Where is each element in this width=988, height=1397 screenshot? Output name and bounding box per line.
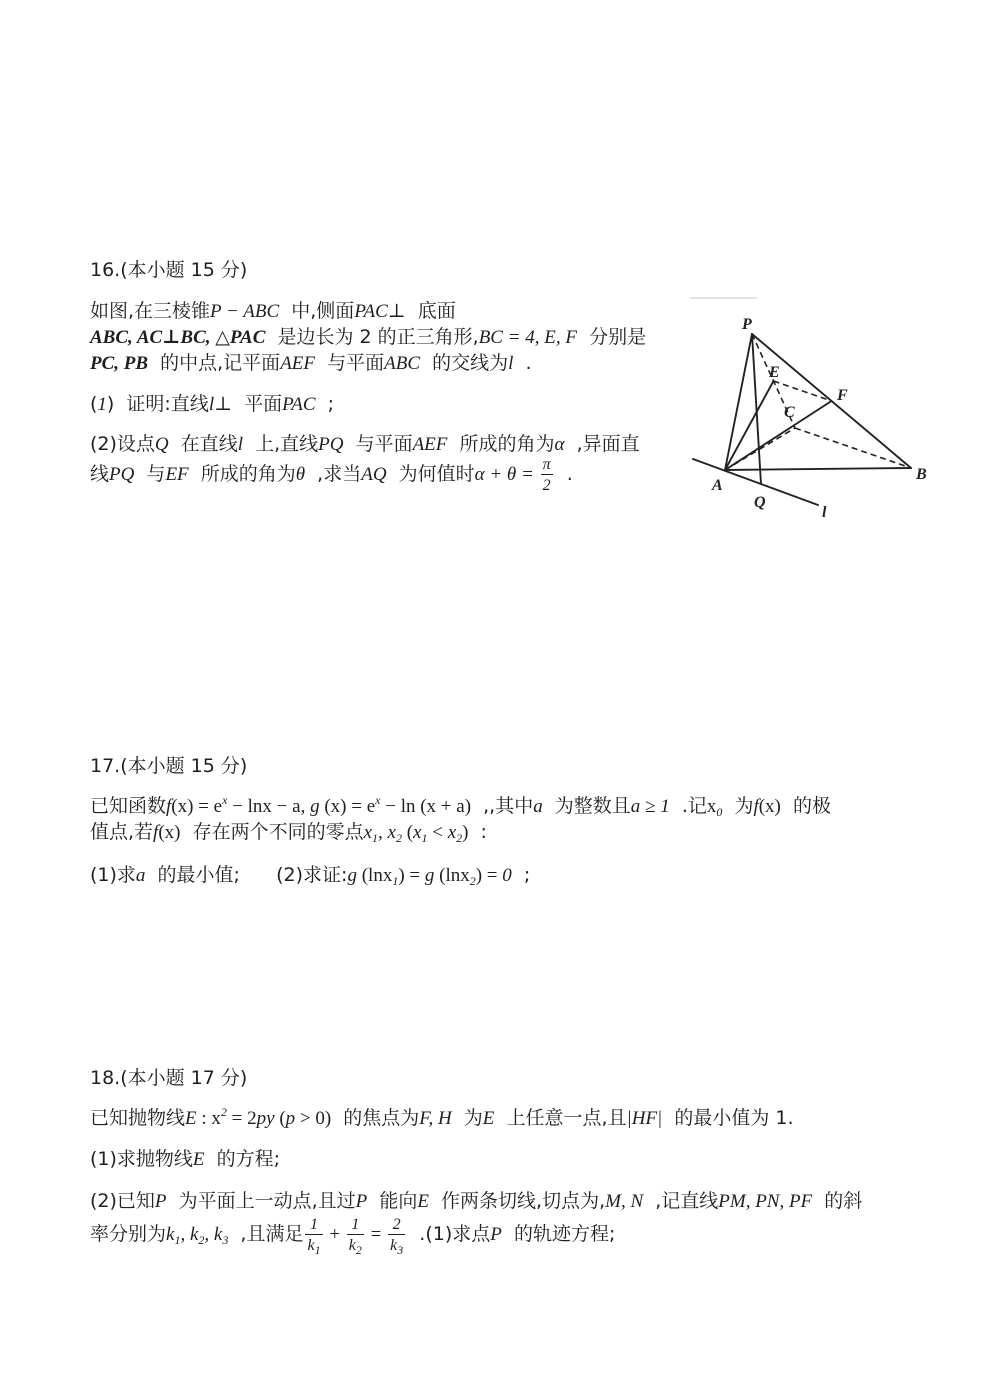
math-italic: E: [482, 1108, 495, 1129]
text-run: 的轨迹方程;: [501, 1223, 616, 1245]
solid-edges: [693, 334, 911, 505]
math-italic: PQ: [109, 464, 135, 485]
math-italic: Q: [154, 434, 169, 455]
text-run: 的中点,记平面: [148, 352, 281, 374]
math-italic: k: [166, 1224, 175, 1245]
superscript: 2: [220, 1105, 227, 1119]
subscript: 0: [716, 805, 723, 819]
math-roman: − lnx − a,: [227, 796, 311, 817]
label-a: A: [712, 477, 723, 494]
segment-ae: [725, 381, 774, 470]
text-run: ,且满足: [228, 1223, 304, 1245]
math-italic: π: [542, 456, 551, 473]
fraction-numerator: [388, 1215, 405, 1235]
problem-18-line-1: [90, 1105, 794, 1132]
math-italic: P: [355, 1191, 368, 1212]
math-italic: x: [413, 822, 422, 843]
text-run: 存在两个不同的零点: [180, 821, 364, 843]
subscript: 1: [372, 831, 379, 845]
text-run: ;: [315, 393, 334, 415]
math-roman: =: [365, 1224, 387, 1245]
text-run: 为: [722, 795, 754, 817]
label-e: E: [769, 364, 780, 381]
segment-ef: [774, 381, 832, 401]
math-italic: E: [185, 1108, 197, 1129]
problem-18-part-2-line-2: [90, 1215, 616, 1257]
segment-pq: [752, 334, 761, 484]
math-roman: = 2: [226, 1108, 257, 1129]
text-run: 平面: [231, 393, 283, 415]
text-run: 如图,在三棱锥: [90, 300, 211, 322]
fraction-denominator: [347, 1235, 364, 1257]
text-run: 为何值时: [386, 463, 475, 485]
math-italic: EF: [165, 464, 189, 485]
problem-16-part-2-line-1: [90, 431, 640, 458]
text-run: 能向: [367, 1190, 418, 1212]
math-roman: (x): [158, 822, 181, 843]
text-run: 已知抛物线: [90, 1107, 186, 1129]
math-italic: BC = 4, E, F: [478, 327, 578, 348]
pyramid-figure: [680, 290, 950, 525]
text-run: 上任意一点,且: [494, 1107, 627, 1129]
math-italic: AEF: [280, 353, 316, 374]
math-italic: l: [237, 434, 244, 455]
math-italic: α: [554, 434, 565, 455]
fraction: [347, 1215, 364, 1257]
math-roman: ) =: [475, 865, 503, 886]
fraction-denominator: [305, 1235, 322, 1257]
text-run: .: [554, 463, 573, 485]
text-run: 所成的角为: [188, 463, 296, 485]
text-run: .: [513, 352, 532, 374]
problem-16-header: 16.(本小题 15 分): [90, 259, 248, 281]
text-run: 中,侧面: [279, 300, 355, 322]
text-run: 的方程;: [204, 1148, 281, 1170]
superscript: x: [375, 793, 381, 807]
problem-17-line-1: [90, 793, 831, 820]
edge-ab: [725, 468, 911, 470]
text-run: (1)求抛物线: [90, 1148, 193, 1170]
text-run: 是边长为 2 的正三角形,: [265, 326, 479, 348]
math-italic: 1: [310, 1216, 318, 1233]
problem-18-part-1: [90, 1146, 280, 1173]
math-italic: 2: [392, 1216, 401, 1233]
text-run: .(1)求点: [407, 1223, 491, 1245]
math-italic: θ: [295, 464, 306, 485]
math-italic: p: [285, 1108, 296, 1129]
math-italic: P: [154, 1191, 167, 1212]
subscript: 1: [174, 1233, 181, 1247]
fraction-denominator: [388, 1235, 405, 1257]
text-run: 线: [90, 463, 110, 485]
problem-16-line-3: [90, 350, 532, 377]
math-italic: x: [363, 822, 373, 843]
math-italic: AQ: [361, 464, 387, 485]
text-run: 上,直线: [243, 433, 319, 455]
text-run: 的极: [780, 795, 831, 817]
fraction-denominator: [541, 475, 553, 494]
problem-16-part-2-line-2: [90, 455, 573, 494]
math-italic: g: [310, 796, 320, 817]
superscript: x: [222, 793, 228, 807]
fraction-numerator: [347, 1215, 364, 1235]
label-l: l: [822, 504, 827, 521]
math-italic: a ≥ 1: [630, 796, 670, 817]
text-run: ,异面直: [564, 433, 640, 455]
math-italic: 1: [351, 1216, 360, 1233]
text-run: ) 证明:直线: [106, 393, 209, 415]
text-run: 为: [451, 1107, 483, 1129]
math-italic: ABC: [384, 353, 420, 374]
math-roman: − ln (x + a): [380, 796, 472, 817]
math-italic: x: [447, 822, 457, 843]
math-roman: > 0): [295, 1108, 332, 1129]
math-roman: <: [427, 822, 448, 843]
math-italic: E: [192, 1149, 205, 1170]
text-run: .记: [669, 795, 707, 817]
text-run: (: [90, 393, 98, 415]
math-italic: k: [348, 1237, 356, 1254]
math-roman: (x) = e: [319, 796, 376, 817]
math-italic: , x: [378, 822, 396, 843]
math-italic: AEF: [412, 434, 448, 455]
problem-18-header: 18.(本小题 17 分): [90, 1067, 248, 1089]
math-italic: |HF|: [626, 1108, 663, 1129]
math-italic: l⊥: [208, 394, 232, 415]
text-run: ,求当: [305, 463, 362, 485]
math-italic: f: [166, 796, 172, 817]
subscript: 2: [355, 1243, 362, 1257]
math-italic: k: [390, 1237, 398, 1254]
math-roman: (lnx: [356, 865, 393, 886]
math-italic: E: [417, 1191, 429, 1212]
fraction: [388, 1215, 405, 1257]
problem-16-line-1: [90, 298, 456, 325]
math-roman: (: [274, 1108, 286, 1129]
math-roman: (x) = e: [171, 796, 223, 817]
math-italic: M, N: [605, 1191, 644, 1212]
math-italic: PQ: [318, 434, 344, 455]
text-run: 的最小值为 1.: [662, 1107, 794, 1129]
math-italic: f: [153, 822, 159, 843]
text-run: 在直线: [168, 433, 238, 455]
text-run: 分别是: [577, 326, 647, 348]
math-italic: a: [533, 796, 543, 817]
subscript: 2: [395, 831, 402, 845]
text-run: (2)已知: [90, 1190, 155, 1212]
fraction-numerator: [305, 1215, 322, 1235]
problem-16-part-1: [90, 391, 334, 418]
math-italic: g: [347, 865, 357, 886]
label-f: F: [837, 387, 848, 404]
math-roman: (lnx: [434, 865, 470, 886]
edge-cb: [795, 428, 911, 468]
text-run: 与平面: [315, 352, 385, 374]
text-run: 的焦点为: [331, 1107, 420, 1129]
subscript: 2: [456, 831, 463, 845]
problem-17-parts: [90, 862, 530, 889]
fraction: [541, 455, 553, 494]
problem-16-line-2: [90, 324, 646, 351]
math-italic: l: [508, 353, 514, 374]
subscript: 3: [222, 1233, 229, 1247]
text-run: 为平面上一动点,且过: [166, 1190, 356, 1212]
math-italic: P: [490, 1224, 502, 1245]
text-run: 为整数且: [542, 795, 631, 817]
math-italic: PM, PN, PF: [718, 1191, 813, 1212]
text-run: ,记直线: [643, 1190, 719, 1212]
math-roman: ): [462, 822, 469, 843]
subscript: 2: [469, 874, 476, 888]
text-run: :: [468, 821, 487, 843]
math-italic: 0: [502, 865, 512, 886]
text-run: 与平面: [343, 433, 413, 455]
math-italic: , k: [204, 1224, 223, 1245]
math-roman: : x: [196, 1108, 221, 1129]
text-run: ;: [511, 864, 531, 886]
text-run: 的交线为: [420, 352, 509, 374]
math-italic: k: [307, 1237, 315, 1254]
text-run: 所成的角为: [447, 433, 555, 455]
text-run: (2)设点: [90, 433, 155, 455]
math-bold: PC, PB: [90, 353, 149, 374]
label-q: Q: [754, 494, 766, 511]
math-italic: P − ABC: [210, 301, 280, 322]
math-roman: +: [324, 1224, 345, 1245]
math-italic: PAC⊥: [354, 301, 406, 322]
problem-17-line-2: [90, 819, 487, 846]
text-run: 与: [134, 463, 166, 485]
math-italic: g: [424, 865, 435, 886]
label-c: C: [784, 404, 795, 421]
math-roman: ) =: [398, 865, 425, 886]
label-p: P: [742, 316, 752, 333]
math-roman: (: [401, 822, 414, 843]
text-run: 作两条切线,切点为,: [428, 1190, 606, 1212]
math-bold: ABC, AC⊥BC, △PAC: [90, 327, 266, 348]
text-run: 底面: [405, 300, 456, 322]
subscript: 3: [397, 1243, 404, 1257]
subscript: 1: [314, 1243, 321, 1257]
text-run: 的斜: [812, 1190, 863, 1212]
text-run: 值点,若: [90, 821, 154, 843]
edge-pa: [725, 334, 752, 470]
problem-17-header: 17.(本小题 15 分): [90, 755, 248, 777]
math-italic: 1: [97, 394, 107, 415]
label-b: B: [916, 466, 927, 483]
math-italic: f: [753, 796, 759, 817]
math-italic: F, H: [419, 1108, 452, 1129]
math-roman: (x): [758, 796, 781, 817]
fraction-numerator: [541, 455, 553, 475]
text-run: ,,其中: [471, 795, 534, 817]
text-run: (1)求: [90, 864, 136, 886]
subscript: 1: [421, 831, 428, 845]
math-italic: α + θ =: [474, 464, 539, 485]
problem-18-part-2-line-1: [90, 1188, 862, 1215]
text-run: 已知函数: [90, 795, 167, 817]
math-italic: a: [135, 865, 146, 886]
fraction: [305, 1215, 322, 1257]
math-italic: PAC: [282, 394, 316, 415]
math-italic: 2: [542, 477, 551, 494]
text-run: 率分别为: [90, 1223, 167, 1245]
math-italic: , k: [180, 1224, 199, 1245]
text-run: 的最小值; (2)求证:: [145, 864, 348, 886]
math-italic: py: [256, 1108, 275, 1129]
subscript: 2: [198, 1233, 205, 1247]
subscript: 1: [392, 874, 399, 888]
math-roman: x: [706, 796, 717, 817]
